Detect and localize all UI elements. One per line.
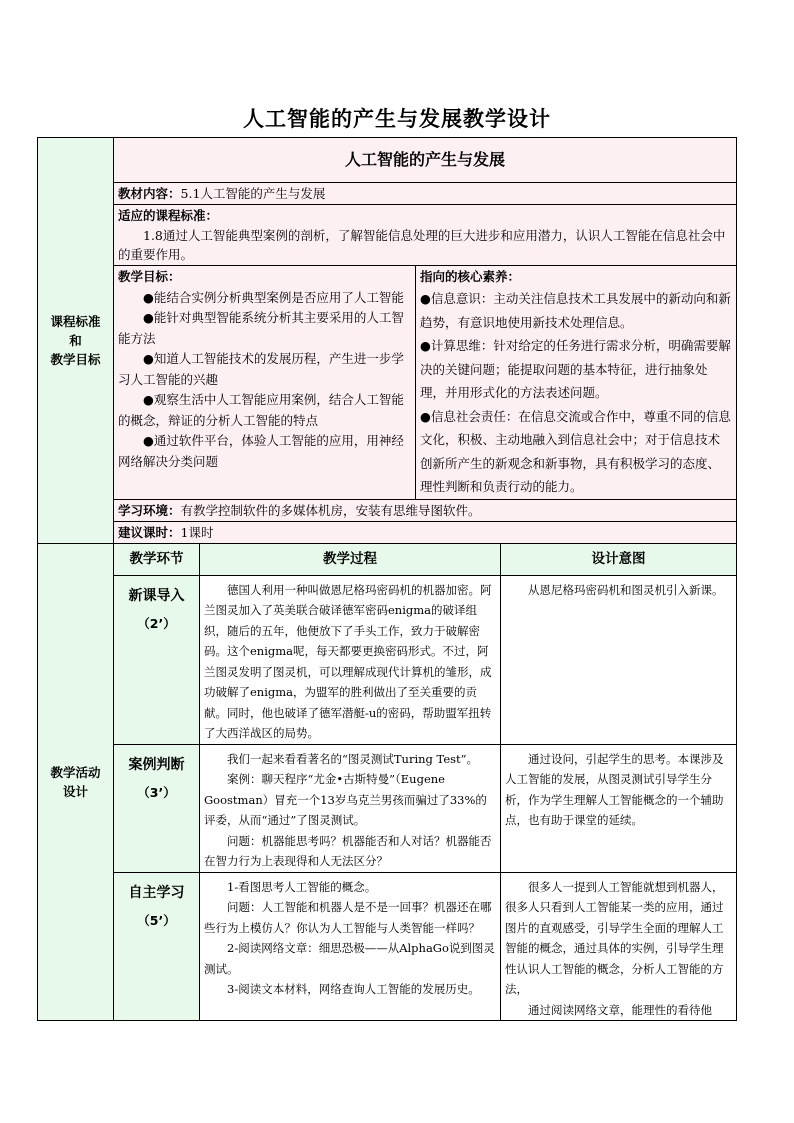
standard-cell bbox=[114, 205, 737, 266]
environment-label: 学习环境： bbox=[118, 502, 181, 518]
intent-cell bbox=[501, 575, 737, 744]
teaching-goals-label: 教学目标： bbox=[118, 269, 181, 284]
step-intro bbox=[114, 575, 200, 744]
teaching-goal-item: ●通过软件平台，体验人工智能的应用，用神经网络解决分类问题 bbox=[118, 433, 404, 469]
header-step: 教学环节 bbox=[114, 543, 200, 575]
intent-paragraph: 从恩尼格玛密码机和图灵机引入新课。 bbox=[528, 582, 724, 597]
core-literacy-cell bbox=[416, 266, 737, 500]
step-name: 新课导入 bbox=[128, 587, 185, 604]
teaching-goal-item: ●能针对典型智能系统分析其主要采用的人工智能方法 bbox=[118, 310, 404, 346]
teaching-goals-cell bbox=[114, 266, 416, 500]
process-cell bbox=[200, 575, 501, 744]
activity-design-label: 教学活动 设计 bbox=[38, 543, 114, 1020]
intent-paragraph: 通过设问，引起学生的思考。本课涉及人工智能的发展，从图灵测试引导学生分析，作为学生理解人工智能概念的一个辅助点，也有助于课堂的延续。 bbox=[505, 751, 724, 827]
hours-label: 建议课时： bbox=[118, 524, 181, 540]
lesson-title: 人工智能的产生与发展 bbox=[114, 138, 737, 183]
core-literacy-item: ●信息社会责任：在信息交流或合作中，尊重不同的信息文化，积极、主动地融入到信息社会中；对于信息技术创新所产生的新观念和新事物，具有积极学习的态度、理性判断和负责行动的能力。 bbox=[420, 408, 731, 494]
intent-paragraph: 通过阅读网络文章，能理性的看待他 bbox=[528, 1002, 712, 1017]
process-paragraph: 德国人利用一种叫做恩尼格玛密码机的机器加密。阿兰图灵加入了英美联合破译德军密码enigma的破译组织，随后的五年，他便放下了手头工作，致力于破解密码。这个enigma呢，每天都要更换密码形式。不过，阿兰图灵发明了图灵机，可以理解成现代计算机的雏形，成功破解了enigma，为盟军的胜利做出了至关重要的贡献。同时，他也破译了德军潜艇-u的密码，帮助盟军扭转了大西洋战区的局势。 bbox=[204, 582, 492, 740]
teaching-goal-item: ●知道人工智能技术的发展历程，产生进一步学习人工智能的兴趣 bbox=[118, 351, 404, 387]
standards-goals-label: 课程标准 和 教学目标 bbox=[38, 138, 114, 544]
intent-cell bbox=[501, 744, 737, 872]
process-paragraph: 2-阅读网络文章：细思恐极——从AlphaGo说到图灵测试。 bbox=[204, 941, 495, 976]
process-paragraph: 1-看图思考人工智能的概念。 bbox=[227, 879, 377, 894]
lesson-plan-table bbox=[37, 137, 737, 1021]
process-paragraph: 我们一起来看看著名的“图灵测试Turing Test”。 bbox=[227, 751, 479, 766]
step-duration: （2’） bbox=[137, 615, 176, 631]
environment-value: 有教学控制软件的多媒体机房，安装有思维导图软件。 bbox=[180, 502, 481, 518]
teaching-goal-item: ●能结合实例分析典型案例是否应用了人工智能 bbox=[143, 289, 404, 305]
header-process: 教学过程 bbox=[200, 543, 501, 575]
teaching-goal-item: ●观察生活中人工智能应用案例，结合人工智能的概念，辩证的分析人工智能的特点 bbox=[118, 392, 404, 428]
standard-label: 适应的课程标准： bbox=[118, 208, 219, 223]
core-literacy-item: ●信息意识：主动关注信息技术工具发展中的新动向和新趋势，有意识地使用新技术处理信息。 bbox=[420, 291, 731, 330]
process-paragraph: 问题：人工智能和机器人是不是一回事？机器还在哪些行为上模仿人？你认为人工智能与人类智能一样吗？ bbox=[204, 900, 492, 935]
process-cell bbox=[200, 744, 501, 872]
material-row bbox=[114, 183, 737, 205]
environment-row bbox=[114, 499, 737, 521]
intent-paragraph: 很多人一提到人工智能就想到机器人，很多人只看到人工智能某一类的应用，通过图片的直观感受，引导学生全面的理解人工智能的概念，通过具体的实例，引导学生理性认识人工智能的概念，分析人工智能的方法， bbox=[505, 879, 724, 996]
step-case bbox=[114, 744, 200, 872]
step-duration: （3’） bbox=[137, 784, 176, 800]
core-literacy-label: 指向的核心素养： bbox=[420, 269, 521, 284]
intent-cell bbox=[501, 872, 737, 1020]
standard-text: 1.8通过人工智能典型案例的剖析，了解智能信息处理的巨大进步和应用潜力，认识人工智能在信息社会中的重要作用。 bbox=[118, 227, 726, 262]
step-duration: （5’） bbox=[137, 912, 176, 928]
process-cell bbox=[200, 872, 501, 1020]
hours-value: 1课时 bbox=[180, 524, 214, 540]
step-self-study bbox=[114, 872, 200, 1020]
core-literacy-item: ●计算思维：针对给定的任务进行需求分析，明确需要解决的关键问题；能提取问题的基本特征，进行抽象处理，并用形式化的方法表述问题。 bbox=[420, 338, 731, 400]
header-intent: 设计意图 bbox=[501, 543, 737, 575]
step-name: 案例判断 bbox=[128, 756, 185, 773]
document-title: 人工智能的产生与发展教学设计 bbox=[243, 107, 551, 131]
hours-row bbox=[114, 521, 737, 543]
process-paragraph: 3-阅读文本材料，网络查询人工智能的发展历史。 bbox=[227, 982, 480, 996]
step-name: 自主学习 bbox=[128, 884, 185, 901]
material-value: 5.1人工智能的产生与发展 bbox=[180, 186, 326, 201]
material-label: 教材内容： bbox=[118, 186, 181, 201]
process-paragraph: 问题：机器能思考吗？机器能否和人对话？机器能否在智力行为上表现得和人无法区分？ bbox=[204, 833, 492, 868]
process-paragraph: 案例：聊天程序“尤金•古斯特曼”（Eugene Goostman）冒充一个13岁乌克兰男孩而骗过了33%的评委，从而“通过”了图灵测试。 bbox=[204, 772, 487, 827]
